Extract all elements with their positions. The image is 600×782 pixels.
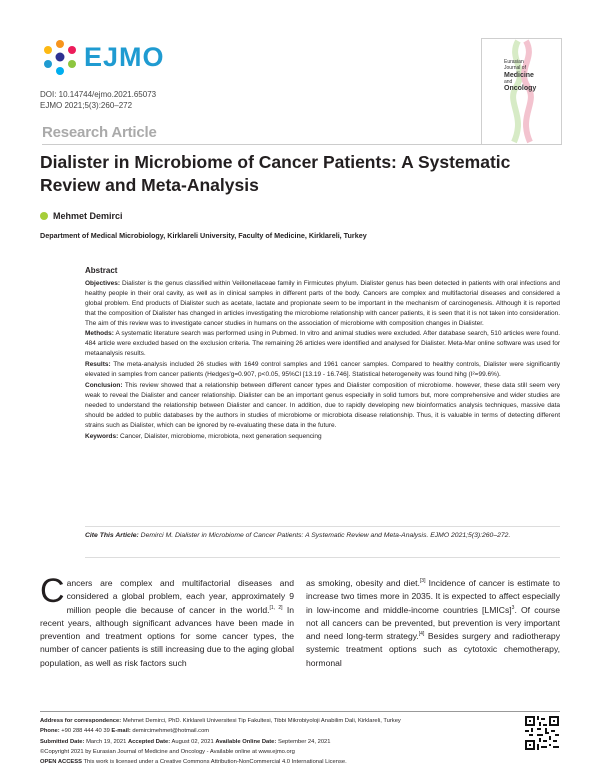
issue: EJMO 2021;5(3):260–272	[40, 101, 133, 110]
body-text: In recent years, although significant advances have been made in prevention and treatment options for some cancer types, the number of cancer patients is still increasing due to the aging global population, as well as risk factors such	[40, 604, 295, 668]
abstract-objectives	[85, 279, 560, 329]
open-access	[40, 757, 510, 767]
body-text: Besides surgery and radiotherapy systemic treatment options such as cytotoxic chemotherapy, hormonal	[306, 631, 560, 668]
citation-ref[interactable]: [3]	[419, 578, 426, 585]
body-column-1	[40, 572, 295, 670]
accepted-date: August 02, 2021	[171, 738, 214, 745]
cover-line-4: and	[504, 79, 513, 85]
cite-divider-top	[85, 526, 560, 527]
body-text: as smoking, obesity and diet.	[306, 578, 420, 588]
body-text: Incidence of cancer is estimate to increase two times more in 2035. It is expected to affect especially in low-income and middle-income countries [LMICs]	[306, 578, 560, 615]
drop-cap: C	[40, 572, 65, 610]
submitted-date: March 19, 2021	[86, 738, 127, 745]
author-name: Mehmet Demirci	[53, 211, 123, 221]
citation-ref[interactable]: 3	[511, 604, 515, 611]
abstract-heading: Abstract	[85, 266, 118, 275]
phone: +90 288 444 40 39	[61, 728, 110, 735]
correspondence	[40, 716, 510, 726]
abstract-methods	[85, 329, 560, 359]
phone-label: Phone:	[40, 728, 60, 735]
email[interactable]: demircimehmet@hotmail.com	[132, 728, 210, 735]
abstract-keywords	[85, 432, 560, 442]
article-title: Dialister in Microbiome of Cancer Patients: A Systematic Review and Meta-Analysis	[40, 152, 511, 195]
orcid-icon[interactable]	[40, 212, 48, 220]
section-divider	[42, 144, 562, 145]
cover-line-3: Medicine	[504, 72, 534, 79]
objectives-text: Dialister is the genus classified within Veillonellaceae family in Firmicutes phylum. Dialister genus has been detected in patients with oral infections and healthy people in their oral cavity, as well as in clinical samples in different parts of the body. Cancers are complex and multifactorial diseases and considered a global problem. End products of Dialister such as acetate, lactate and propionate seem to be important in the mechanism of carcinogenesis. Although it is reported that the composition of Dialister has changed in articles investigating the microbiome relationship with cancer patients, it is seen that it is not taken into consideration. The aim of this review was to investigate cancer studies in humans on the association of microbiome with composition changes in Dialister.	[85, 279, 560, 327]
qr-code-icon[interactable]	[525, 716, 559, 750]
accepted-label: Accepted Date:	[127, 738, 171, 745]
cover-line-1: Eurasian	[504, 59, 524, 65]
doi: DOI: 10.14744/ejmo.2021.65073	[40, 90, 157, 99]
citation-ref[interactable]: [4]	[418, 631, 425, 638]
methods-text: A systematic literature search was performed using in Pubmed. In vitro and animal studies were excluded. After database search, 510 articles were found. 484 article were excluded based on the exclusion criteria. The remaining 26 articles were identified and analysed for Dialister. Meta-Mar online software was used for metaanalysis results.	[85, 330, 560, 358]
email-label: E-mail:	[111, 728, 131, 735]
cite-text: Demirci M. Dialister in Microbiome of Cancer Patients: A Systematic Review and Meta-Analysis. EJMO 2021;5(3):260–272.	[140, 532, 511, 539]
conclusion-text: This review showed that a relationship between different cancer types and Dialister composition of microbiome. however, these data still seem very weak to reveal the Dialister and cancer relationship. Dialister can be an important genus especially in solid tumors but, more comprehensive and wider studies are needed to understand the relationship between Dialister and cancer. In addition, due to rapidly developing new bioinformatics analysis techniques, massive data should be added to public databases by the authors in studies of microbiome or microbiota disease relationship. Thus, it is valuable in terms of detecting different strains such as Dialister, which can be ignored by re-evaluating these data in the future.	[85, 381, 560, 429]
keywords-text: Cancer, Dialister, microbiome, microbiota, next generation sequencing	[120, 432, 322, 440]
keywords-label: Keywords:	[85, 432, 119, 440]
cite-divider-bottom	[85, 557, 560, 558]
online-label: Available Online Date:	[215, 738, 277, 745]
citation-ref[interactable]: [1, 2]	[269, 604, 283, 611]
body-text: ancers are complex and multifactorial diseases and considered a global problem, each year, approximately 9 million people die because of cancer in the world.	[66, 578, 294, 615]
cover-art-icon	[482, 39, 561, 144]
license-text: This work is licensed under a Creative Commons Attribution-NonCommercial 4.0 International License.	[83, 759, 347, 766]
cover-line-2: Journal of	[504, 65, 526, 71]
results-label: Results:	[85, 361, 111, 369]
footer	[40, 716, 510, 767]
ejmo-logo-icon	[40, 38, 80, 78]
objectives-label: Objectives:	[85, 279, 121, 287]
section-label: Research Article	[42, 124, 157, 141]
abstract-conclusion	[85, 381, 560, 431]
cite-label: Cite This Article:	[85, 532, 139, 539]
correspondence-label: Address for correspondence:	[40, 718, 122, 724]
doi-block	[40, 89, 156, 111]
cover-line-5: Oncology	[504, 85, 537, 92]
conclusion-label: Conclusion:	[85, 381, 123, 389]
footer-divider	[40, 711, 560, 712]
abstract	[85, 266, 560, 442]
affiliation: Department of Medical Microbiology, Kirklareli University, Faculty of Medicine, Kirklareli, Turkey	[40, 231, 367, 240]
correspondence-text: Mehmet Demirci, PhD. Kirklareli Universitesi Tip Fakultesi, Tibbi Mikrobiyoloji Anabilim Dali, Kirklareli, Turkey	[122, 718, 401, 724]
contact	[40, 726, 510, 736]
body-text: . Of course not all cancers can be prevented, but prevention is very important and need long-term strategy.	[306, 604, 561, 642]
results-text: The meta-analysis included 26 studies with 1649 control samples and 1961 cancer samples. Compared to healthy controls, Dialister were significantly elevated in samples from cancer patients (Hedges'g=0.907, p<0.05, 95%CI [13.19 - 16.746]. Statistical heterogeneity was found hihg (I²=99.6%).	[85, 361, 560, 379]
online-date: September 24, 2021	[277, 738, 331, 745]
author-line	[40, 211, 123, 221]
dates	[40, 737, 510, 747]
methods-label: Methods:	[85, 330, 114, 338]
journal-logo	[40, 38, 180, 78]
journal-logo-text: EJMO	[84, 42, 165, 72]
copyright: ©Copyright 2021 by Eurasian Journal of Medicine and Oncology - Available online at www.ejmo.org	[40, 748, 295, 755]
journal-cover	[481, 38, 562, 145]
open-access-label: OPEN ACCESS	[40, 759, 82, 766]
cite-this-article	[85, 531, 555, 541]
body-column-2	[306, 577, 560, 670]
submitted-label: Submitted Date:	[40, 738, 85, 745]
abstract-results	[85, 360, 560, 380]
